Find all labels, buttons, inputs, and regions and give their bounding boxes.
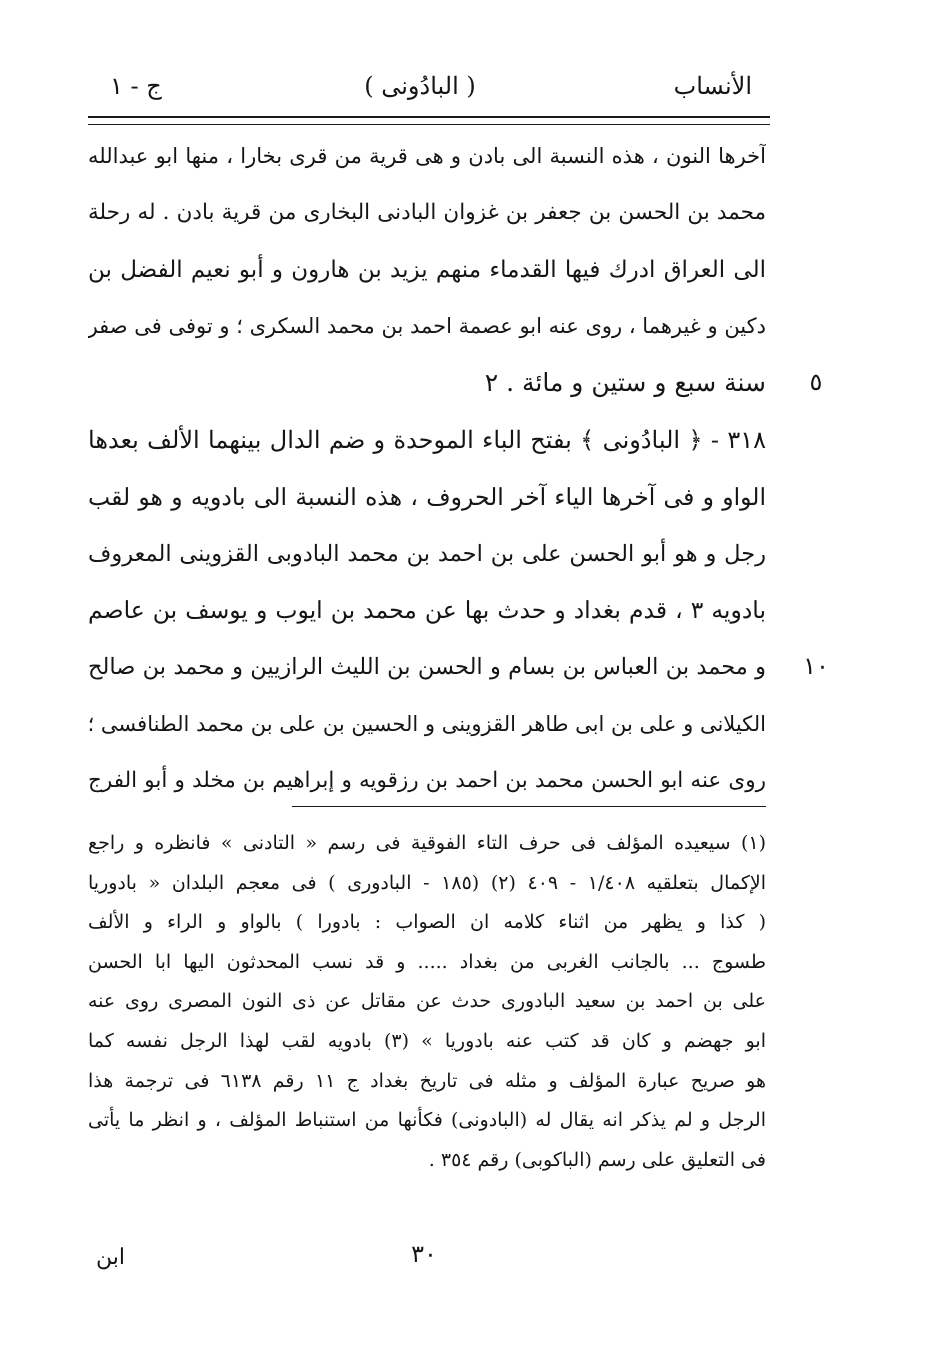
text-line: الواو و فى آخرها الياء آخر الحروف ، هذه النسبة الى بادويه و هو لقب [88, 482, 766, 511]
header-rule-thin [88, 124, 770, 125]
footnote-line: على بن احمد بن سعيد البادورى حدث عن مقاتل عن ذى النون المصرى روى عنه [88, 990, 766, 1013]
catchword: ابن [96, 1245, 125, 1270]
text-line: محمد بن الحسن بن جعفر بن غزوان البادنى البخارى من قرية بادن . له رحلة [88, 199, 766, 225]
footnote-line: هو صريح عبارة المؤلف و مثله فى تاريخ بغداد ج ١١ رقم ٦١٣٨ فى ترجمة هذا [88, 1069, 766, 1092]
footnotes [88, 824, 766, 1180]
text-line: و محمد بن العباس بن بسام و الحسن بن الليث الرازيين و محمد بن صالح [88, 654, 766, 681]
line-number-10: ١٠ [803, 652, 829, 680]
entry-title: ( البادُونى ) [364, 72, 476, 100]
line-number-5: ٥ [809, 368, 823, 396]
book-title: الأنساب [673, 72, 752, 100]
header-rule-thick [88, 116, 770, 118]
text-line: روى عنه ابو الحسن محمد بن احمد بن رزقويه و إبراهيم بن مخلد و أبو الفرج [88, 767, 766, 793]
footnote-line: ابو جهضم و كان قد كتب عنه بادوريا » (٣) بادويه لقب لهذا الرجل نفسه كما [88, 1029, 766, 1052]
text-line: رجل و هو أبو الحسن على بن احمد بن محمد البادوبى القزوينى المعروف [88, 540, 766, 567]
footnote-rule [292, 806, 766, 807]
entry-heading-line: ٣١٨ - ﴿ البادُونى ﴾ بفتح الباء الموحدة و ضم الدال بينهما الألف بعدها [88, 425, 766, 454]
footnote-line: فى التعليق على رسم (الباكوبى) رقم ٣٥٤ . [428, 1148, 766, 1171]
text-line: آخرها النون ، هذه النسبة الى بادن و هى قرية من قرى بخارا ، منها ابو عبدالله [88, 144, 766, 168]
text-line: الى العراق ادرك فيها القدماء منهم يزيد بن هارون و أبو نعيم الفضل بن [88, 256, 766, 283]
text-line: الكيلانى و على بن ابى طاهر القزوينى و الحسين بن على بن محمد الطنافسى ؛ [88, 711, 766, 736]
volume-label: ج - ١ [110, 72, 162, 100]
main-text [88, 128, 766, 810]
footnote-line: طسوج ... بالجانب الغربى من بغداد ..... و قد نسب المحدثون اليها ابا الحسن [88, 950, 766, 973]
footnote-line: ( كذا و يظهر من اثناء كلامه ان الصواب : بادورا ) بالواو و الراء و الألف [88, 911, 766, 934]
running-header [80, 66, 760, 106]
footnote-line: الرجل و لم يذكر انه يقال له (البادونى) فكأنها من استنباط المؤلف ، و انظر ما يأتى [88, 1109, 766, 1132]
text-line: سنة سبع و ستين و مائة . ٢ [484, 368, 766, 398]
footnote-line: (١) سيعيده المؤلف فى حرف التاء الفوقية فى رسم « التادنى » فانظره و راجع [88, 832, 766, 854]
footnote-line: الإكمال بتعلقيه ١/٤٠٨ - ٤٠٩ (٢) (١٨٥ - البادورى ) فى معجم البلدان « بادوريا [88, 871, 766, 894]
text-line: دكين و غيرهما ، روى عنه ابو عصمة احمد بن محمد السكرى ؛ و توفى فى صفر [88, 314, 766, 339]
text-line: بادويه ٣ ، قدم بغداد و حدث بها عن محمد بن ايوب و يوسف بن عاصم [88, 596, 766, 625]
page-number: ٣٠ [411, 1240, 437, 1268]
